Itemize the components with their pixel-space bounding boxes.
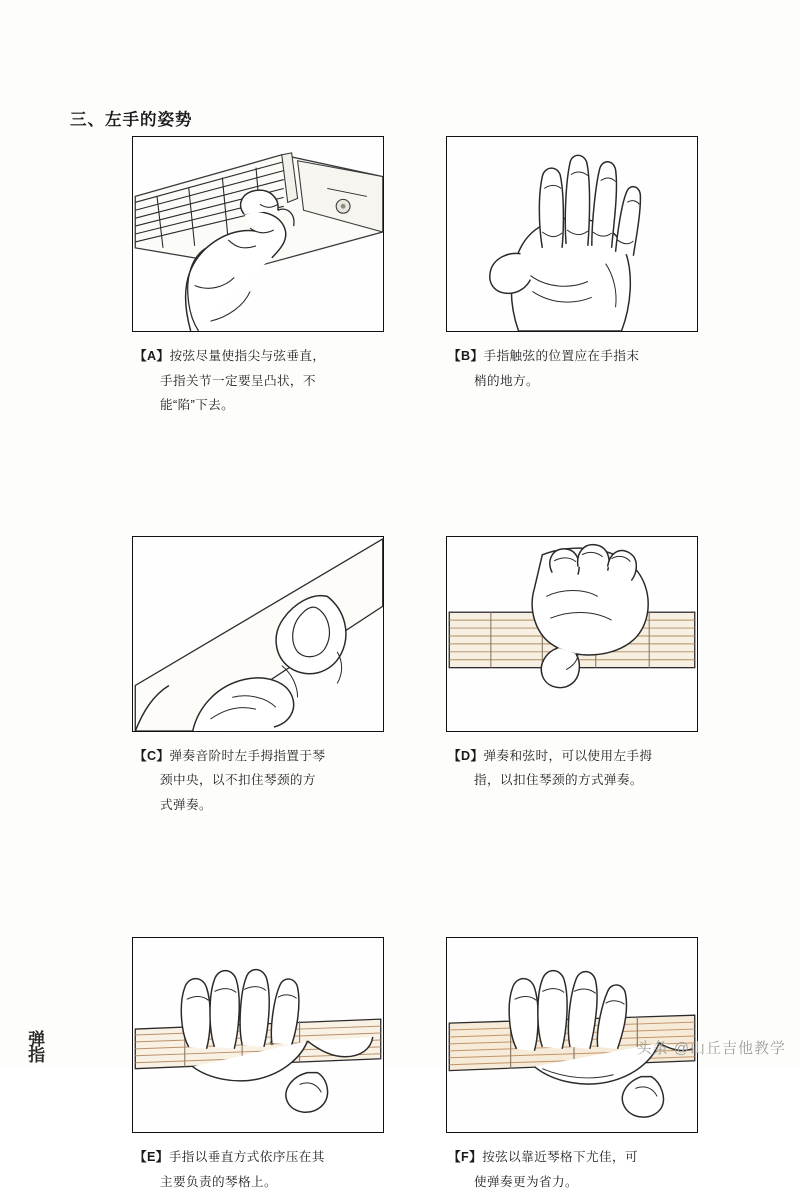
figure-row-1 xyxy=(0,136,800,418)
figure-label-d: 【D】 xyxy=(448,748,484,763)
figure-cell-e xyxy=(132,937,384,1194)
figure-caption-a-line1: 按弦尽量使指尖与弦垂直， xyxy=(169,349,326,363)
figure-caption-e-line2: 主要负责的琴格上。 xyxy=(160,1174,277,1189)
figure-caption-b xyxy=(446,344,698,393)
page-title: 三、左手的姿势 xyxy=(70,111,193,129)
figure-a xyxy=(132,136,384,332)
figure-label-e: 【E】 xyxy=(134,1150,169,1165)
figure-caption-a xyxy=(132,344,384,418)
book-corner-mark: 弹指 xyxy=(25,1030,45,1062)
figure-caption-b-line2: 梢的地方。 xyxy=(474,373,539,388)
figure-grid xyxy=(0,136,800,1194)
figure-cell-b xyxy=(446,136,698,418)
figure-cell-a xyxy=(132,136,384,418)
thumb-behind-neck-icon xyxy=(133,537,383,731)
thumb-over-neck-chord-icon xyxy=(447,537,697,731)
figure-caption-c-line1: 弹奏音阶时左手拇指置于琴 xyxy=(169,748,326,763)
figure-caption-e-line1: 手指以垂直方式依序压在其 xyxy=(168,1150,325,1165)
figure-caption-d xyxy=(446,744,698,793)
figure-d xyxy=(446,536,698,732)
figure-cell-c xyxy=(132,536,384,818)
figure-caption-e xyxy=(132,1145,384,1194)
hand-pressing-strings-side-view-icon xyxy=(133,137,383,331)
figure-caption-a-line2: 手指关节一定要呈凸状，不 xyxy=(160,373,316,388)
figure-label-c: 【C】 xyxy=(134,748,170,763)
figure-f xyxy=(446,937,698,1133)
figure-caption-d-line2: 指，以扣住琴颈的方式弹奏。 xyxy=(474,773,643,788)
figure-label-b: 【B】 xyxy=(448,349,484,363)
figure-row-2 xyxy=(0,536,800,818)
figure-label-a: 【A】 xyxy=(134,349,170,363)
figure-c xyxy=(132,536,384,732)
figure-cell-f xyxy=(446,937,698,1194)
figure-caption-f-line2: 使弹奏更为省力。 xyxy=(474,1174,578,1189)
figure-caption-b-line1: 手指触弦的位置应在手指末 xyxy=(483,349,640,363)
figure-caption-c xyxy=(132,744,384,818)
figure-caption-d-line1: 弹奏和弦时，可以使用左手拇 xyxy=(483,748,653,763)
open-palm-fingertips-icon xyxy=(447,137,697,331)
figure-caption-f xyxy=(446,1145,698,1194)
row-spacer-1 xyxy=(0,418,800,536)
four-fingers-vertical-frets-icon xyxy=(133,938,383,1132)
figure-caption-c-line2: 颈中央，以不扣住琴颈的方 xyxy=(160,773,316,788)
figure-caption-a-line3: 能“陷”下去。 xyxy=(160,398,235,413)
figure-label-f: 【F】 xyxy=(448,1150,483,1165)
figure-caption-c-line3: 式弹奏。 xyxy=(160,797,212,812)
figure-caption-f-line1: 按弦以靠近琴格下尤佳，可 xyxy=(482,1150,639,1165)
figure-b xyxy=(446,136,698,332)
press-near-fret-icon xyxy=(447,938,697,1132)
figure-row-3 xyxy=(0,937,800,1194)
row-spacer-2 xyxy=(0,817,800,937)
figure-cell-d xyxy=(446,536,698,818)
watermark: 头条 @山丘吉他教学 xyxy=(636,1040,786,1057)
figure-e xyxy=(132,937,384,1133)
